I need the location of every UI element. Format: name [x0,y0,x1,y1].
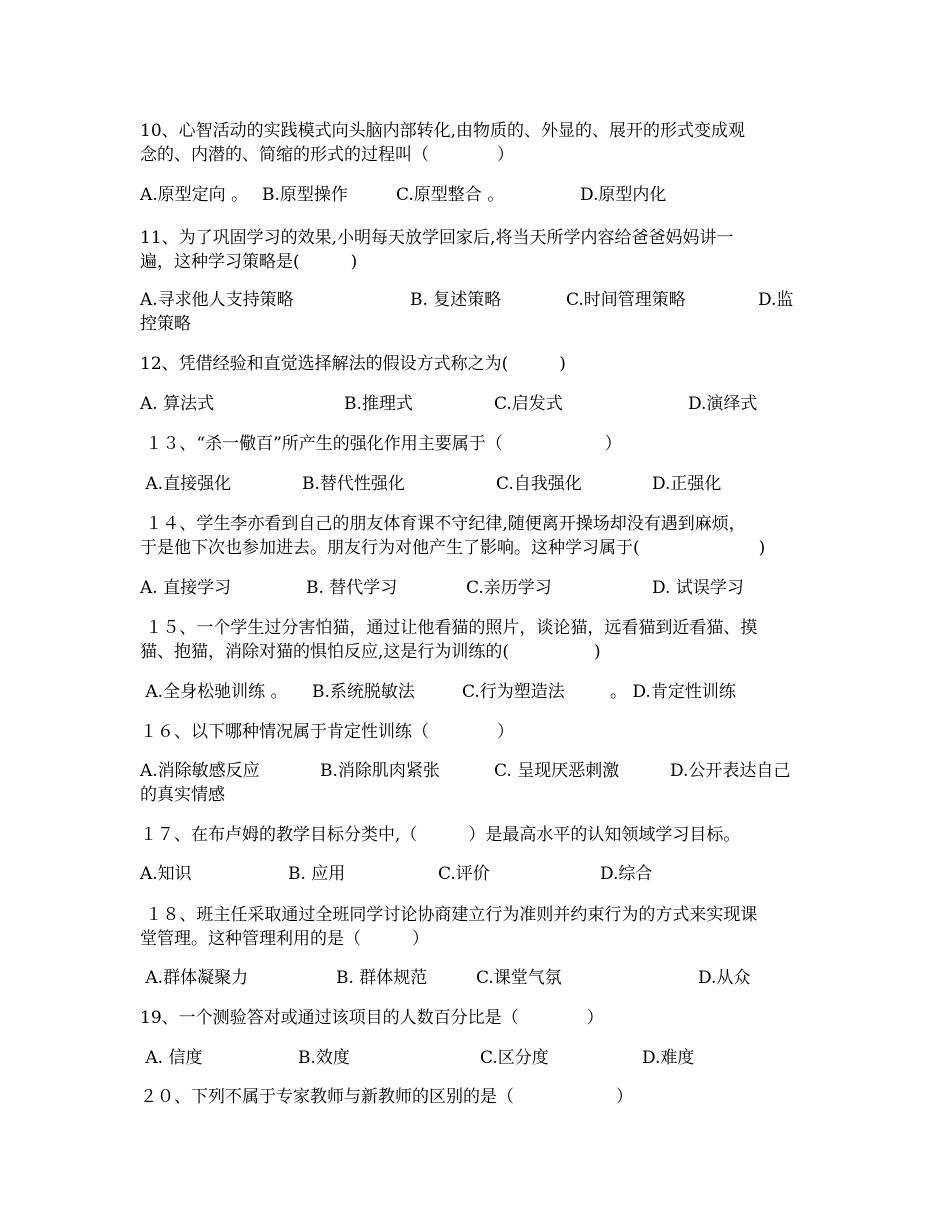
question-10-option-c: C.原型整合 。 [396,185,505,205]
question-16-line-1: １６、以下哪种情况属于肯定性训练（ ） [140,722,514,742]
question-18-line-2: 堂管理。这种管理利用的是（ ） [140,929,429,949]
question-12-option-a: A. 算法式 [140,394,215,414]
question-15-option-d: 。 D.肯定性训练 [610,682,736,702]
question-15-option-b: B.系统脱敏法 [312,682,415,702]
question-18-line-1: １８、班主任采取通过全班同学讨论协商建立行为准则并约束行为的方式来实现课 [140,905,758,925]
question-18-option-d: D.从众 [698,968,751,988]
question-13-line-1: １３、“杀一儆百”所产生的强化作用主要属于（ ） [140,434,622,454]
question-19-line-1: 19、一个测验答对或通过该项目的人数百分比是（ ） [140,1008,604,1028]
question-19-option-b: B.效度 [298,1048,350,1068]
question-19-option-c: C.区分度 [480,1048,549,1068]
question-14-option-c: C.亲历学习 [466,578,552,598]
question-19-option-a: A. 信度 [140,1048,203,1068]
question-11-option-d-continued: 控策略 [140,314,191,334]
question-14-line-1: １４、学生李亦看到自己的朋友体育课不守纪律,随便离开操场却没有遇到麻烦， [140,514,746,534]
question-13-option-a: A.直接强化 [140,474,232,494]
question-11-option-d: D.监 [758,290,794,310]
question-11-option-a: A.寻求他人支持策略 [140,290,294,310]
question-17-option-c: C.评价 [438,864,490,884]
question-17-option-b: B. 应用 [288,864,346,884]
question-17-option-d: D.综合 [600,864,653,884]
question-13-option-c: C.自我强化 [496,474,582,494]
question-11-line-2: 遍，这种学习策略是( ) [140,252,358,272]
question-14-option-d: D. 试误学习 [652,578,744,598]
question-10-option-b: B.原型操作 [262,185,348,205]
question-18-option-a: A.群体凝聚力 [140,968,249,988]
question-10-line-1: 10、心智活动的实践模式向头脑内部转化,由物质的、外显的、展开的形式变成观 [140,121,746,141]
question-18-option-b: B. 群体规范 [336,968,428,988]
question-13-option-b: B.替代性强化 [302,474,405,494]
question-10-line-2: 念的、内潜的、简缩的形式的过程叫（ ） [140,145,514,165]
question-15-line-2: 猫、抱猫，消除对猫的惧怕反应,这是行为训练的( ) [140,642,601,662]
question-12-option-d: D.演绎式 [688,394,758,414]
question-16-option-d: D.公开表达自己 [670,761,791,781]
question-15-line-1: １５、一个学生过分害怕猫，通过让他看猫的照片，谈论猫，远看猫到近看猫、摸 [140,618,758,638]
question-15-option-a: A.全身松驰训练 。 [140,682,288,702]
question-13-option-d: D.正强化 [652,474,722,494]
question-18-option-c: C.课堂气氛 [476,968,562,988]
question-20-line-1: ２０、下列不属于专家教师与新教师的区别的是（ ） [140,1087,633,1107]
question-11-line-1: 11、为了巩固学习的效果,小明每天放学回家后,将当天所学内容给爸爸妈妈讲一 [140,228,734,248]
question-16-option-c: C. 呈现厌恶刺激 [494,761,620,781]
question-17-option-a: A.知识 [140,864,192,884]
question-12-option-c: C.启发式 [494,394,563,414]
question-16-option-d-continued: 的真实情感 [140,785,225,805]
question-11-option-b: B. 复述策略 [410,290,502,310]
question-12-option-b: B.推理式 [344,394,413,414]
question-10-option-d: D.原型内化 [580,185,667,205]
question-15-option-c: C.行为塑造法 [462,682,565,702]
question-10-option-a: A.原型定向 。 [140,185,249,205]
question-16-option-a: A.消除敏感反应 [140,761,260,781]
question-17-line-1: １７、在布卢姆的教学目标分类中,（ ）是最高水平的认知领域学习目标。 [140,825,741,845]
question-14-option-b: B. 替代学习 [306,578,398,598]
question-12-line-1: 12、凭借经验和直觉选择解法的假设方式称之为( ) [140,354,566,374]
question-19-option-d: D.难度 [642,1048,695,1068]
question-16-option-b: B.消除肌肉紧张 [320,761,440,781]
question-14-line-2: 于是他下次也参加进去。朋友行为对他产生了影响。这种学习属于( ) [140,538,766,558]
question-14-option-a: A. 直接学习 [140,578,232,598]
question-11-option-c: C.时间管理策略 [566,290,686,310]
